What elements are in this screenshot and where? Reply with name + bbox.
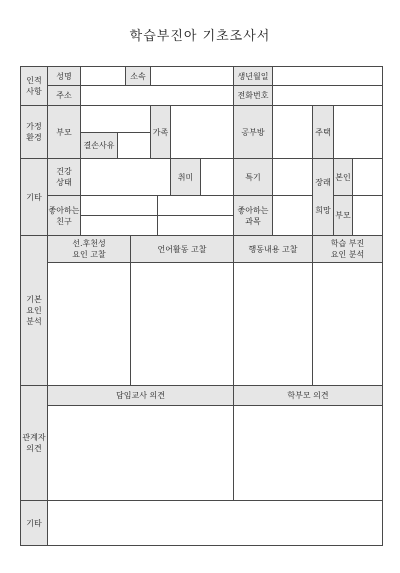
phone-field[interactable] xyxy=(272,85,383,106)
talent-field[interactable] xyxy=(272,158,313,196)
opinion-header-parent: 학부모 의견 xyxy=(233,385,383,406)
teacher-opinion-field[interactable] xyxy=(47,405,234,501)
parent-opinion-field[interactable] xyxy=(233,405,383,501)
analysis-header-language: 언어활동 고찰 xyxy=(130,235,234,263)
birthdate-field[interactable] xyxy=(272,66,383,86)
talent-label: 특기 xyxy=(233,158,273,196)
analysis-header-congenital: 선.후천성 요인 고찰 xyxy=(47,235,131,263)
favorite-friend-label: 좋아하는 친구 xyxy=(47,195,81,236)
analysis-congenital-field[interactable] xyxy=(47,262,131,386)
address-field[interactable] xyxy=(80,85,234,106)
future-hope-parent-label: 부모 xyxy=(333,195,353,236)
section-basic-factor-analysis: 기본 요인 분석 xyxy=(20,235,48,386)
section-personal-info: 인적 사항 xyxy=(20,66,48,106)
absence-reason-label: 결손사유 xyxy=(80,132,118,159)
analysis-language-field[interactable] xyxy=(130,262,234,386)
parents-field[interactable] xyxy=(80,105,151,133)
family-field[interactable] xyxy=(170,105,234,159)
housing-label: 주택 xyxy=(312,105,334,159)
section-miscellaneous: 기타 xyxy=(20,158,48,236)
analysis-behavior-field[interactable] xyxy=(233,262,313,386)
future-hope-label: 장래 희망 xyxy=(312,158,334,236)
birthdate-label: 생년월일 xyxy=(233,66,273,86)
favorite-subject-field[interactable] xyxy=(272,195,313,236)
health-label: 건강 상태 xyxy=(47,158,81,196)
parents-label: 부모 xyxy=(47,105,81,159)
hobby-field[interactable] xyxy=(200,158,234,196)
analysis-header-behavior: 행동내용 고찰 xyxy=(233,235,313,263)
favorite-subject-label: 좋아하는 과목 xyxy=(233,195,273,236)
future-hope-self-label: 본인 xyxy=(333,158,353,196)
section-home-environment: 가정 환경 xyxy=(20,105,48,159)
absence-reason-field[interactable] xyxy=(117,132,151,159)
study-room-label: 공부방 xyxy=(233,105,273,159)
health-field[interactable] xyxy=(80,158,171,196)
family-label: 가족 xyxy=(150,105,171,159)
future-hope-self-field[interactable] xyxy=(352,158,383,196)
favorite-friend-field-3[interactable] xyxy=(80,215,158,236)
analysis-underachievement-field[interactable] xyxy=(312,262,383,386)
housing-field[interactable] xyxy=(333,105,383,159)
hobby-label: 취미 xyxy=(170,158,201,196)
phone-label: 전화번호 xyxy=(233,85,273,106)
name-label: 성명 xyxy=(47,66,81,86)
affiliation-label: 소속 xyxy=(125,66,151,86)
document-title: 학습부진아 기초조사서 xyxy=(129,29,271,44)
favorite-friend-field-1[interactable] xyxy=(80,195,158,216)
name-field[interactable] xyxy=(80,66,126,86)
opinion-header-teacher: 담임교사 의견 xyxy=(47,385,234,406)
other-field[interactable] xyxy=(47,500,383,546)
address-label: 주소 xyxy=(47,85,81,106)
analysis-header-underachievement: 학습 부진 요인 분석 xyxy=(312,235,383,263)
section-stakeholder-opinions: 관계자 의견 xyxy=(20,385,48,501)
favorite-friend-field-2[interactable] xyxy=(157,195,234,216)
favorite-friend-field-4[interactable] xyxy=(157,215,234,236)
study-room-field[interactable] xyxy=(272,105,313,159)
affiliation-field[interactable] xyxy=(150,66,234,86)
section-other: 기타 xyxy=(20,500,48,546)
future-hope-parent-field[interactable] xyxy=(352,195,383,236)
